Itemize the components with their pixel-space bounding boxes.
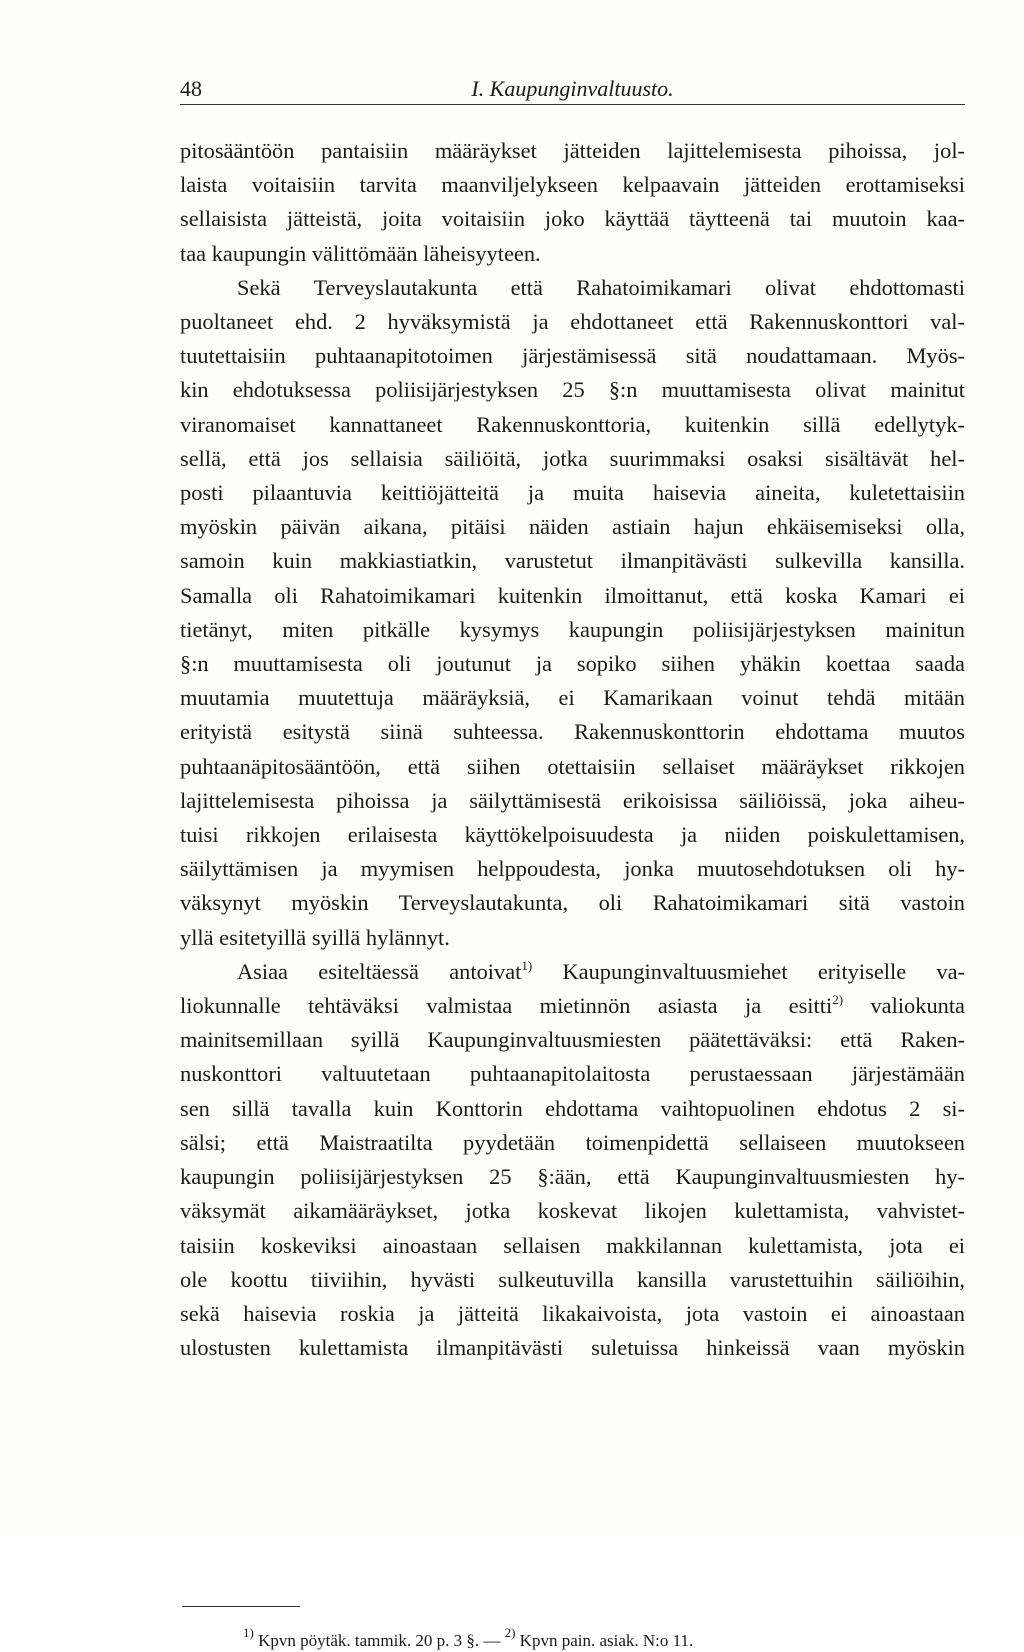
footnote-ref: 1)	[521, 957, 533, 973]
footnote-text: Kpvn pain. asiak. N:o 11.	[515, 1631, 694, 1650]
page-number: 48	[180, 76, 202, 101]
text-line: sellaisista jätteistä, joita voitaisiin joko käyttää täytteenä tai muutoin kaa-	[180, 206, 965, 232]
text-line: kaupungin poliisijärjestyksen 25 §:ään, että Kaupunginvaltuusmiesten hy-	[180, 1164, 965, 1190]
footnote-ref: 2)	[832, 992, 844, 1008]
text-line: posti pilaantuvia keittiöjätteitä ja muita haisevia aineita, kuletettaisiin	[180, 480, 965, 506]
text-line: lajittelemisesta pihoissa ja säilyttämisestä erikoisissa säiliöissä, joka aiheu-	[180, 787, 965, 813]
text-line: tuisi rikkojen erilaisesta käyttökelpoisuudesta ja niiden poiskulettamisen,	[180, 822, 965, 848]
text-run: Kaupunginvaltuusmiehet erityiselle va-	[532, 958, 965, 984]
text-line	[180, 989, 965, 1023]
text-line: sellä, että jos sellaisia säiliöitä, jotka suurimmaksi osaksi sisältävät hel-	[180, 445, 965, 471]
footnote-mark: 2)	[504, 1625, 516, 1640]
text-line: muutamia muutettuja määräyksiä, ei Kamarikaan voinut tehdä mitään	[180, 685, 965, 711]
text-line: sälsi; että Maistraatilta pyydetään toimenpidettä sellaiseen muutokseen	[180, 1129, 965, 1155]
text-line: mainitsemillaan syillä Kaupunginvaltuusmiesten päätettäväksi: että Raken-	[180, 1027, 965, 1053]
footnote	[243, 1625, 694, 1652]
text-line: taisiin koskeviksi ainoastaan sellaisen makkilannan kulettamista, jota ei	[180, 1232, 965, 1258]
text-line	[180, 955, 965, 989]
text-line: samoin kuin makkiastiatkin, varustetut ilmanpitävästi sulkevilla kansilla.	[180, 548, 965, 574]
text-line: ulostusten kulettamista ilmanpitävästi suletuissa hinkeissä vaan myöskin	[180, 1335, 965, 1361]
text-line: Samalla oli Rahatoimikamari kuitenkin ilmoittanut, että koska Kamari ei	[180, 582, 965, 608]
text-line: nuskonttori valtuutetaan puhtaanapitolaitosta perustaessaan järjestämään	[180, 1061, 965, 1087]
page-header	[180, 72, 965, 105]
footnote-text: Kpvn pöytäk. tammik. 20 p. 3 §. —	[253, 1631, 505, 1650]
text-line: pitosääntöön pantaisiin määräykset jätteiden lajittelemisesta pihoissa, jol-	[180, 138, 965, 163]
text-line: yllä esitetyillä syillä hylännyt.	[180, 924, 450, 950]
text-line: sen sillä tavalla kuin Konttorin ehdottama vaihtopuolinen ehdotus 2 si-	[180, 1095, 965, 1121]
text-line: ole koottu tiiviihin, hyvästi sulkeutuvilla kansilla varustettuihin säiliöihin,	[180, 1266, 965, 1292]
text-line: kin ehdotuksessa poliisijärjestyksen 25 §:n muuttamisesta olivat mainitut	[180, 377, 965, 403]
text-run: Asiaa esiteltäessä antoivat	[237, 958, 522, 984]
text-line: viranomaiset kannattaneet Rakennuskonttoria, kuitenkin sillä edellytyk-	[180, 411, 965, 437]
text-line: §:n muuttamisesta oli joutunut ja sopiko siihen yhäkin koettaa saada	[180, 651, 965, 677]
text-line: taa kaupungin välittömään läheisyyteen.	[180, 240, 541, 266]
text-line: puoltaneet ehd. 2 hyväksymistä ja ehdottaneet että Rakennuskonttori val-	[180, 309, 965, 335]
text-run: valiokunta	[843, 993, 965, 1019]
running-head: I. Kaupunginvaltuusto.	[471, 76, 674, 101]
text-line: erityistä esitystä siinä suhteessa. Rakennuskonttorin ehdottama muutos	[180, 719, 965, 745]
body-text	[180, 134, 965, 1365]
text-line: myöskin päivän aikana, pitäisi näiden astiain hajun ehkäisemiseksi olla,	[180, 514, 965, 540]
text-line: Sekä Terveyslautakunta että Rahatoimikamari olivat ehdottomasti	[237, 274, 965, 300]
text-line: tuutettaisiin puhtaanapitotoimen järjestämisessä sitä noudattamaan. Myös-	[180, 343, 965, 369]
text-line: väksymät aikamääräykset, jotka koskevat likojen kulettamista, vahvistet-	[180, 1198, 965, 1224]
text-line: laista voitaisiin tarvita maanviljelykseen kelpaavain jätteiden erottamiseksi	[180, 172, 965, 198]
text-line: puhtaanäpitosääntöön, että siihen otettaisiin sellaiset määräykset rikkojen	[180, 753, 965, 779]
text-run: liokunnalle tehtäväksi valmistaa mietinnön asiasta ja esitti	[180, 993, 833, 1019]
text-line: väksynyt myöskin Terveyslautakunta, oli Rahatoimikamari sitä vastoin	[180, 890, 965, 916]
footnote-mark: 1)	[243, 1625, 254, 1640]
text-line: säilyttämisen ja myymisen helppoudesta, jonka muutosehdotuksen oli hy-	[180, 856, 965, 882]
text-line: sekä haisevia roskia ja jätteitä likakaivoista, jota vastoin ei ainoastaan	[180, 1300, 965, 1326]
text-line: tietänyt, miten pitkälle kysymys kaupungin poliisijärjestyksen mainitun	[180, 616, 965, 642]
footnote-divider	[182, 1606, 300, 1607]
